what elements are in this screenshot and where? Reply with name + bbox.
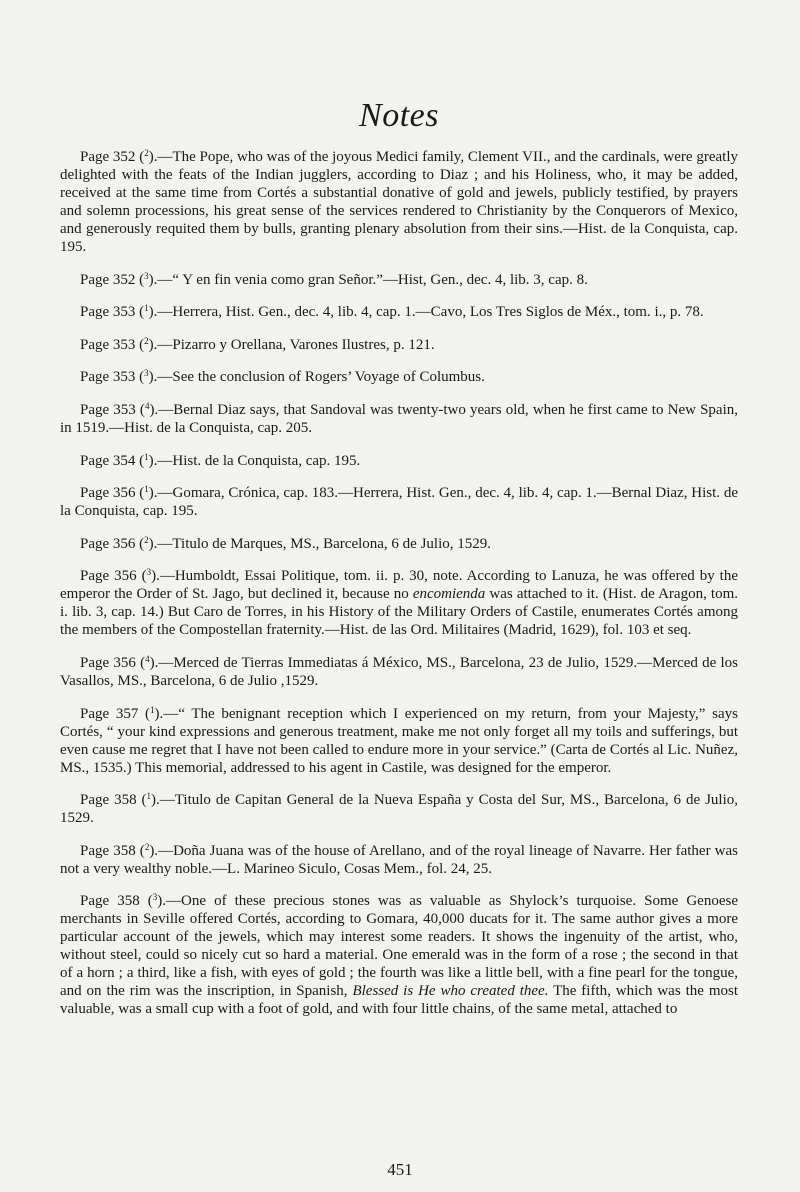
note-352-2: Page 352 ($^2$).—The Pope, who was of the joyous Medici family, Clement VII., and the cardinals, were greatly delighted with the feats of the Indian jugglers, according to Diaz ; and his Holiness, who, it may be added, received at the same time from Cortés a substantial donative of gold and jewels, publicly testified, by prayers and solemn processions, his great sense of the services rendered to Christianity by the Conquerors of Mexico, and generously requited them by bulls, granting plenary absolution from their sins.—Hist. de la Conquista, cap. 195. [60,148,738,255]
note-number: 3 [144,270,149,281]
note-358-2: Page 358 ($^2$).—Doña Juana was of the house of Arellano, and of the royal lineage of Navarre. Her father was not a very wealthy noble.—L. Marineo Siculo, Cosas Mem., fol. 24, 25. [60,841,738,877]
note-page-ref: Page 358 [80,792,137,809]
note-353-1: Page 353 ($^1$).—Herrera, Hist. Gen., dec. 4, lib. 4, cap. 1.—Cavo, Los Tres Siglos de Méx., tom. i., p. 78. [80,303,704,321]
note-page-ref: Page 356 [80,485,136,502]
note-text: —Hist. de la Conquista, cap. 195. [157,452,361,469]
note-page-ref: Page 353 [80,401,136,418]
note-text: —Bernal Diaz says, that Sandoval was twenty-two years old, when he first came to New Spain, in 1519.—Hist. de la Conquista, cap. 205. [60,401,738,436]
note-text: —Humboldt, Essai Politique, tom. ii. p. 30, note. According to Lanuza, he was offered by the emperor the Order of St. Jago, but declined it, because no [60,568,738,603]
note-number: 3 [146,567,152,578]
note-357-1: Page 357 ($^1$).—“ The benignant reception which I experienced on my return, from your Majesty,” says Cortés, “ your kind expressions and generous treatment, make me not only forget all my toils and sufferings, but even cause me regret that I have not been called to endure more in your service.” (Carta de Cortés al Lic. Nuñez, MS., 1535.) This memorial, addressed to his agent in Castile, was designed for the emperor. [60,704,738,776]
note-353-2: Page 353 ($^2$).—Pizarro y Orellana, Varones Ilustres, p. 121. [80,335,435,353]
note-text: —“ The benignant reception which I experienced on my return, from your Majesty,” says Cortés, “ your kind expressions and generous treatment, make me not only forget all my toils and sufferings, but even cause me regret that I have not been called to endure more in your service.” (Carta de Cortés al Lic. Nuñez, MS., 1535.) This memorial, addressed to his agent in Castile, was designed for the emperor. [60,705,738,776]
note-page-ref: Page 352 [80,149,136,165]
note-text: —Titulo de Capitan General de la Nueva España y Costa del Sur, MS., Barcelona, 6 de Julio, 1529. [60,792,738,827]
note-number: 4 [144,400,150,411]
note-text: —One of these precious stones was as valuable as Shylock’s turquoise. Some Genoese merchants in Seville offered Cortés, according to Gomara, 40,000 ducats for it. The same author gives a more particular account of the jewels, which may interest some readers. It shows the ingenuity of the artist, who, without steel, could so nicely cut so hard a material. One emerald was in the form of a rose ; the second in that of a horn ; a third, like a fish, with eyes of gold ; the fourth was like a little bell, with a fine pearl for the tongue, and on the rim was the inscription, in Spanish, [60,893,738,1000]
note-358-3: Page 358 ($^3$).—One of these precious stones was as valuable as Shylock’s turquoise. Some Genoese merchants in Seville offered Cortés, according to Gomara, 40,000 ducats for it. The same author gives a more particular account of the jewels, which may interest some readers. It shows the ingenuity of the artist, who, without steel, could so nicely cut so hard a material. One emerald was in the form of a rose ; the second in that of a horn ; a third, like a fish, with eyes of gold ; the fourth was like a little bell, with a fine pearl for the tongue, and on the rim was the inscription, in Spanish, Blessed is He who created thee. The fifth, which was the most valuable, was a small cup with a foot of gold, and with four little chains, of the same metal, attached to [60,892,738,1018]
note-page-ref: Page 356 [80,654,136,671]
note-number: 3 [144,368,149,379]
note-text: —The Pope, who was of the joyous Medici family, Clement VII., and the cardinals, were greatly delighted with the feats of the Indian jugglers, according to Diaz ; and his Holiness, who, it may be added, received at the same time from Cortés a substantial donative of gold and jewels, publicly testified, by prayers and solemn processions, his great sense of the services rendered to Christianity by the Conquerors of Mexico, and generously requited them by bulls, granting plenary absolution from their sins.—Hist. de la Conquista, cap. 195. [60,149,738,255]
note-356-1: Page 356 ($^1$).—Gomara, Crónica, cap. 183.—Herrera, Hist. Gen., dec. 4, lib. 4, cap. 1.—Bernal Diaz, Hist. de la Conquista, cap. 195. [60,484,738,520]
note-number: 1 [146,791,152,802]
note-text: —See the conclusion of Rogers’ Voyage of Columbus. [157,369,485,386]
notes-page [60,96,738,1033]
note-page-ref: Page 353 [80,336,136,353]
note-number: 1 [150,704,155,715]
note-page-ref: Page 358 [80,842,136,859]
note-page-ref: Page 352 [80,271,136,288]
note-number: 2 [144,534,149,545]
note-number: 1 [144,451,149,462]
note-page-ref: Page 354 [80,452,136,469]
note-text: —Herrera, Hist. Gen., dec. 4, lib. 4, cap. 1.—Cavo, Los Tres Siglos de Méx., tom. i., p. 78. [157,304,704,321]
note-number: 4 [145,653,150,664]
note-353-3: Page 353 ($^3$).—See the conclusion of Rogers’ Voyage of Columbus. [80,368,485,386]
note-354-1: Page 354 ($^1$).—Hist. de la Conquista, cap. 195. [80,451,361,469]
note-358-1: Page 358 ($^1$).—Titulo de Capitan General de la Nueva España y Costa del Sur, MS., Barcelona, 6 de Julio, 1529. [60,791,738,827]
note-number: 2 [144,841,150,852]
note-page-ref: Page 353 [80,304,136,321]
note-text: The fifth, which was the most valuable, was a small cup with a foot of gold, and with four little chains, of the same metal, attached to [60,983,738,1018]
page-number: 451 [387,1160,413,1179]
note-356-2: Page 356 ($^2$).—Titulo de Marques, MS., Barcelona, 6 de Julio, 1529. [80,534,492,552]
note-356-4: Page 356 ($^4$).—Merced de Tierras Immediatas á México, MS., Barcelona, 23 de Julio, 1529.—Merced de los Vasallos, MS., Barcelona, 6 de Julio ,1529. [60,653,738,689]
note-number: 2 [144,148,149,158]
note-page-ref: Page 357 [80,705,139,722]
note-italic-inscription: Blessed is He who created thee. [352,983,549,1000]
note-page-ref: Page 358 [80,893,140,910]
note-356-3: Page 356 ($^3$).—Humboldt, Essai Politique, tom. ii. p. 30, note. According to Lanuza, he was offered by the emperor the Order of St. Jago, but declined it, because no encomienda was attached to it. (Hist. de Aragon, tom. i. lib. 3, cap. 14.) But Caro de Torres, in his History of the Military Orders of Castile, enumerates Cortés among the members of the Compostellan fraternity.—Hist. de las Ord. Militaires (Madrid, 1629), fol. 103 et seq. [60,567,738,639]
note-number: 2 [144,335,149,346]
note-text: —Doña Juana was of the house of Arellano, and of the royal lineage of Navarre. Her father was not a very wealthy noble.—L. Marineo Siculo, Cosas Mem., fol. 24, 25. [60,842,738,877]
note-353-4: Page 353 ($^4$).—Bernal Diaz says, that Sandoval was twenty-two years old, when he first came to New Spain, in 1519.—Hist. de la Conquista, cap. 205. [60,400,738,436]
note-page-ref: Page 356 [80,568,137,585]
note-number: 1 [144,303,149,314]
note-text: was attached to it. (Hist. de Aragon, tom. i. lib. 3, cap. 14.) But Caro de Torres, in his History of the Military Orders of Castile, enumerates Cortés among the members of the Compostellan fraternity.—Hist. de las Ord. Militaires (Madrid, 1629), fol. 103 et seq. [60,586,738,639]
note-number: 3 [152,892,158,903]
note-text: —Pizarro y Orellana, Varones Ilustres, p. 121. [157,336,435,353]
note-number: 1 [144,484,149,495]
note-italic-term: encomienda [412,586,486,603]
note-page-ref: Page 353 [80,369,136,386]
note-text: —“ Y en fin venia como gran Señor.”—Hist, Gen., dec. 4, lib. 3, cap. 8. [157,271,588,288]
running-head: Notes [359,97,439,134]
note-352-3: Page 352 ($^3$).—“ Y en fin venia como gran Señor.”—Hist, Gen., dec. 4, lib. 3, cap. 8. [80,270,588,288]
note-page-ref: Page 356 [80,535,136,552]
note-text: —Merced de Tierras Immediatas á México, MS., Barcelona, 23 de Julio, 1529.—Merced de los Vasallos, MS., Barcelona, 6 de Julio ,1529. [60,654,738,689]
note-text: —Titulo de Marques, MS., Barcelona, 6 de Julio, 1529. [157,535,492,552]
note-text: —Gomara, Crónica, cap. 183.—Herrera, Hist. Gen., dec. 4, lib. 4, cap. 1.—Bernal Diaz, Hist. de la Conquista, cap. 195. [60,485,738,520]
